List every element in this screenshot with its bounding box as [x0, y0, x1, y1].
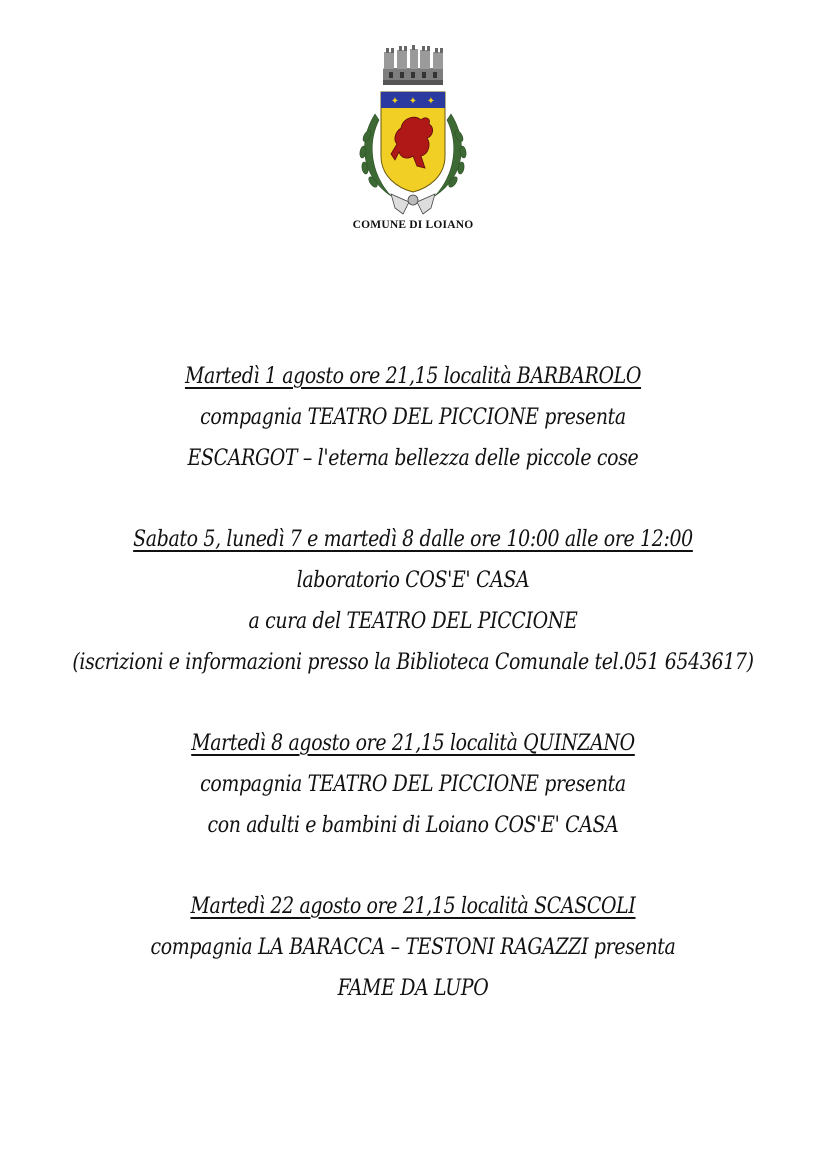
event-line: compagnia TEATRO DEL PICCIONE presenta: [200, 405, 626, 430]
events-list: [0, 356, 826, 1009]
event-line: FAME DA LUPO: [337, 976, 489, 1001]
event-scascoli: [0, 886, 826, 1009]
event-barbarolo: [0, 356, 826, 479]
event-line: ESCARGOT – l'eterna bellezza delle piccole cose: [187, 446, 639, 471]
event-line: compagnia TEATRO DEL PICCIONE presenta: [200, 772, 626, 797]
event-line: (iscrizioni e informazioni presso la Biblioteca Comunale tel.051 6543617): [72, 650, 754, 675]
event-line: con adulti e bambini di Loiano COS'E' CASA: [207, 813, 619, 838]
svg-text:✦: ✦: [408, 96, 418, 107]
event-quinzano: [0, 723, 826, 846]
svg-text:✦: ✦: [390, 96, 400, 107]
comune-label: COMUNE DI LOIANO: [352, 219, 474, 231]
crown-icon: [383, 45, 443, 85]
shield-icon: [381, 92, 445, 192]
event-line: compagnia LA BARACCA – TESTONI RAGAZZI presenta: [150, 935, 676, 960]
event-laboratorio: [0, 519, 826, 683]
svg-text:✦: ✦: [426, 96, 436, 107]
ribbon-icon: [391, 194, 435, 214]
event-line: laboratorio COS'E' CASA: [296, 568, 530, 593]
event-date-line: Martedì 8 agosto ore 21,15 località QUINZANO: [191, 731, 635, 756]
event-date-line: Martedì 1 agosto ore 21,15 località BARBAROLO: [184, 364, 642, 389]
event-line: a cura del TEATRO DEL PICCIONE: [248, 609, 578, 634]
event-date-line: Sabato 5, lunedì 7 e martedì 8 dalle ore 10:00 alle ore 12:00: [133, 527, 693, 552]
comune-crest-icon: [345, 44, 481, 216]
event-date-line: Martedì 22 agosto ore 21,15 località SCASCOLI: [190, 894, 636, 919]
